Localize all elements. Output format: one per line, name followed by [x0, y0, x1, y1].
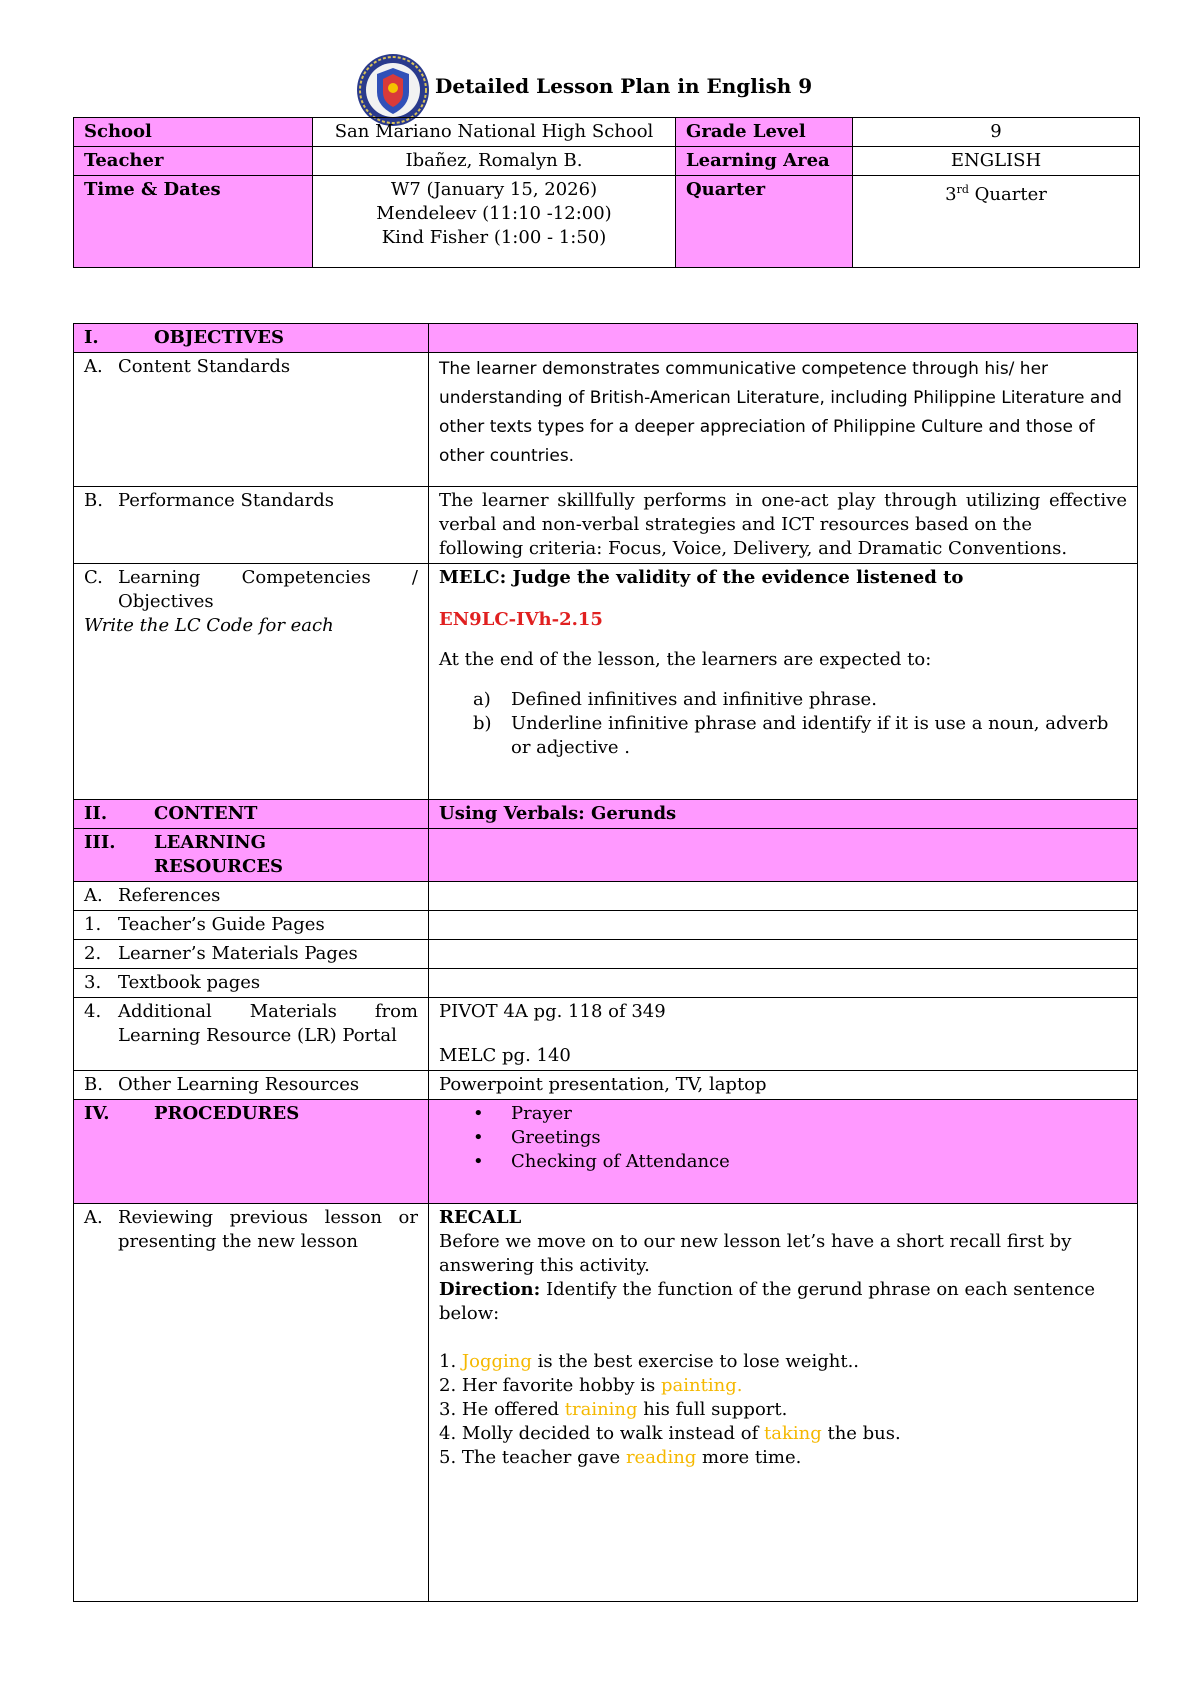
school-row — [74, 118, 1140, 147]
additional-materials-row — [74, 998, 1138, 1071]
other-resources-label: B. Other Learning Resources — [74, 1071, 429, 1100]
objectives-heading: I. OBJECTIVES — [74, 324, 429, 353]
content-standards-text: The learner demonstrates communicative competence through his/ her understanding of British-American Literature, including Philippine Literature and other texts types for a deeper appreciation of Philippine Culture and those of other countries. — [429, 353, 1138, 487]
list-item: • Greetings — [473, 1127, 601, 1148]
school-label: School — [74, 118, 313, 147]
list-item: • Prayer — [473, 1103, 572, 1124]
content-standards-label: A. Content Standards — [74, 353, 429, 487]
performance-standards-text: The learner skillfully performs in one-act play through utilizing effective verbal and non-verbal strategies and ICT resources based on the following criteria: Focus, Voice, Delivery, and Dramatic Conventions. — [429, 487, 1138, 564]
teachers-guide-row — [74, 911, 1138, 940]
list-item: • Checking of Attendance — [473, 1151, 730, 1172]
learning-area-label: Learning Area — [676, 147, 853, 176]
list-item: a) Defined infinitives and infinitive phrase. — [473, 689, 877, 710]
learning-resources-heading: III. LEARNING RESOURCES — [74, 829, 429, 882]
review-lesson-label: A. Reviewing previous lesson or presenting the new lesson — [74, 1204, 429, 1602]
list-item: 4. Molly decided to walk instead of taking the bus. — [439, 1423, 901, 1444]
teacher-value: Ibañez, Romalyn B. — [313, 147, 676, 176]
page-header — [355, 44, 955, 124]
teacher-row — [74, 147, 1140, 176]
textbook-pages-label: 3. Textbook pages — [74, 969, 429, 998]
list-item: 2. Her favorite hobby is painting. — [439, 1375, 743, 1396]
learners-materials-label: 2. Learner’s Materials Pages — [74, 940, 429, 969]
procedures-row — [74, 1100, 1138, 1204]
list-item: 5. The teacher gave reading more time. — [439, 1447, 802, 1468]
review-lesson-content — [429, 1204, 1138, 1602]
time-line-section2: Kind Fisher (1:00 - 1:50) — [381, 227, 607, 248]
objectives-header-row — [74, 324, 1138, 353]
review-lesson-row — [74, 1204, 1138, 1602]
time-dates-label: Time & Dates — [74, 176, 313, 268]
teacher-label: Teacher — [74, 147, 313, 176]
list-item: 3. He offered training his full support. — [439, 1399, 788, 1420]
objectives-list — [439, 688, 1127, 760]
quarter-label: Quarter — [676, 176, 853, 268]
list-item: b) Underline infinitive phrase and identify if it is use a noun, adverb or adjective . — [473, 713, 1109, 758]
learning-competencies-label: C. Learning Competencies / Objectives Write the LC Code for each — [74, 564, 429, 800]
lc-code-note: Write the LC Code for each — [84, 615, 334, 636]
info-table — [73, 117, 1140, 268]
teachers-guide-label: 1. Teacher’s Guide Pages — [74, 911, 429, 940]
recall-heading: RECALL — [439, 1207, 522, 1228]
lc-code: EN9LC-IVh-2.15 — [439, 609, 603, 630]
objectives-intro: At the end of the lesson, the learners are expected to: — [439, 649, 932, 670]
learning-competencies-text — [429, 564, 1138, 800]
direction-text: Direction: Identify the function of the gerund phrase on each sentence below: — [439, 1279, 1095, 1324]
references-row — [74, 882, 1138, 911]
quarter-value: 3rd Quarter — [853, 176, 1140, 268]
grade-level-label: Grade Level — [676, 118, 853, 147]
time-line-week: W7 (January 15, 2026) — [390, 179, 598, 200]
grade-level-value: 9 — [853, 118, 1140, 147]
content-standards-row — [74, 353, 1138, 487]
performance-standards-row — [74, 487, 1138, 564]
learners-materials-row — [74, 940, 1138, 969]
time-dates-value — [313, 176, 676, 268]
time-line-section1: Mendeleev (11:10 -12:00) — [376, 203, 612, 224]
other-resources-value: Powerpoint presentation, TV, laptop — [429, 1071, 1138, 1100]
school-value: San Mariano National High School — [313, 118, 676, 147]
references-label: A. References — [74, 882, 429, 911]
performance-standards-label: B. Performance Standards — [74, 487, 429, 564]
content-heading: II. CONTENT — [74, 800, 429, 829]
lesson-plan-table — [73, 323, 1138, 1602]
procedures-heading: IV. PROCEDURES — [74, 1100, 429, 1204]
additional-materials-value: PIVOT 4A pg. 118 of 349 MELC pg. 140 — [429, 998, 1138, 1071]
procedures-preliminaries — [429, 1100, 1138, 1204]
additional-materials-label: 4. Additional Materials from Learning Resource (LR) Portal — [74, 998, 429, 1071]
list-item: 1. Jogging is the best exercise to lose weight.. — [439, 1351, 860, 1372]
learning-area-value: ENGLISH — [853, 147, 1140, 176]
time-row — [74, 176, 1140, 268]
textbook-pages-row — [74, 969, 1138, 998]
content-row — [74, 800, 1138, 829]
content-value: Using Verbals: Gerunds — [429, 800, 1138, 829]
recall-intro: Before we move on to our new lesson let’s have a short recall first by answering this activity. — [439, 1231, 1072, 1276]
melc-statement: MELC: Judge the validity of the evidence listened to — [439, 567, 964, 588]
learning-competencies-row — [74, 564, 1138, 800]
other-resources-row — [74, 1071, 1138, 1100]
learning-resources-row — [74, 829, 1138, 882]
document-title: Detailed Lesson Plan in English 9 — [435, 74, 813, 98]
